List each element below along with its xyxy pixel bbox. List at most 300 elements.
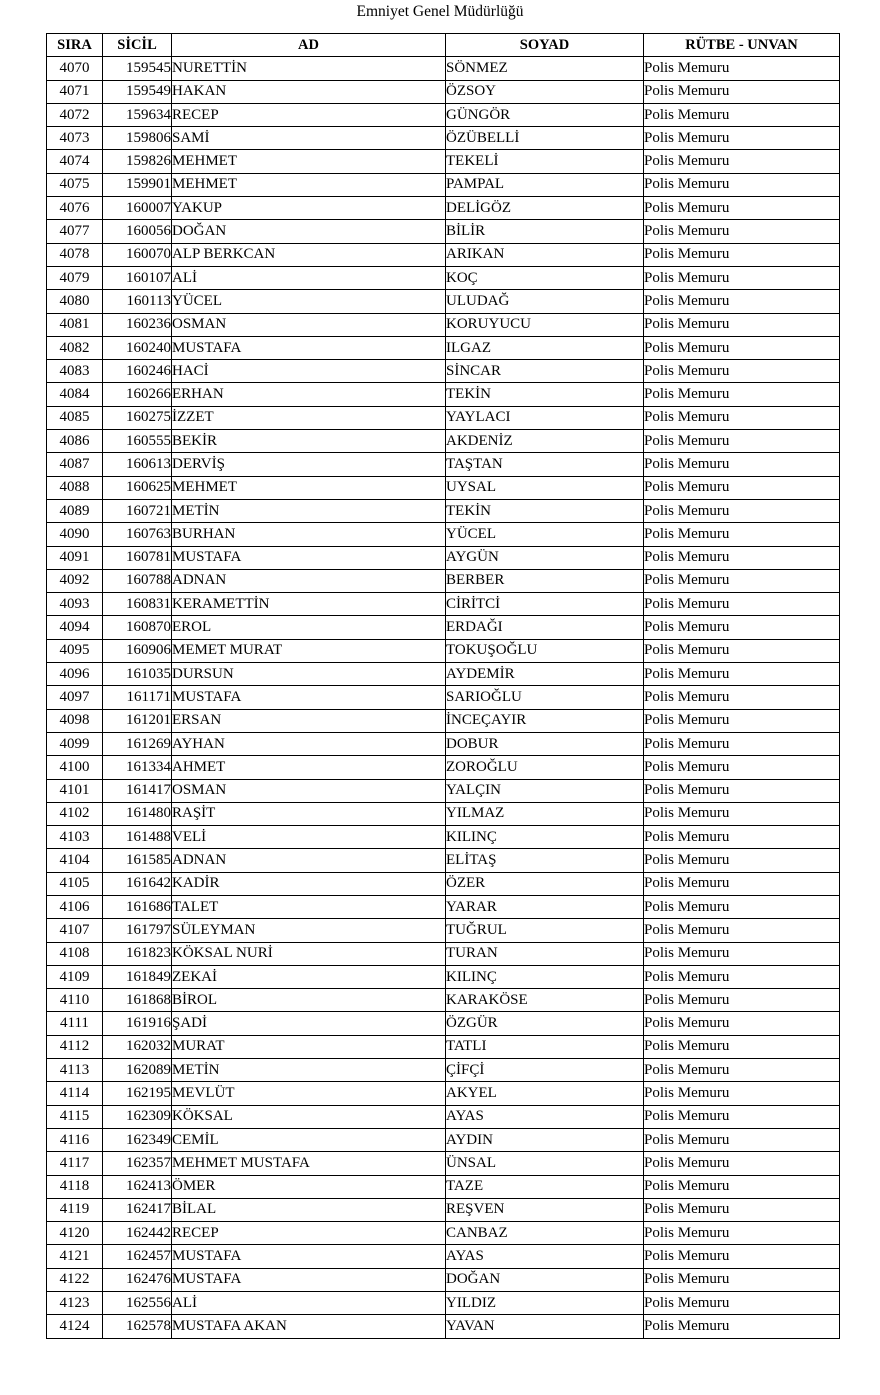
soyad-cell: TAŞTAN bbox=[446, 453, 644, 476]
sira-cell: 4106 bbox=[47, 895, 103, 918]
rutbe-unvan-cell: Polis Memuru bbox=[644, 1292, 840, 1315]
soyad-cell: TUĞRUL bbox=[446, 919, 644, 942]
rutbe-unvan-cell: Polis Memuru bbox=[644, 103, 840, 126]
soyad-cell: DOBUR bbox=[446, 732, 644, 755]
sira-cell: 4101 bbox=[47, 779, 103, 802]
ad-cell: KÖKSAL NURİ bbox=[172, 942, 446, 965]
sicil-cell: 160070 bbox=[103, 243, 172, 266]
sicil-cell: 160275 bbox=[103, 406, 172, 429]
soyad-cell: ARIKAN bbox=[446, 243, 644, 266]
rutbe-unvan-cell: Polis Memuru bbox=[644, 173, 840, 196]
soyad-cell: AYGÜN bbox=[446, 546, 644, 569]
table-row bbox=[47, 732, 840, 755]
soyad-cell: İNCEÇAYIR bbox=[446, 709, 644, 732]
table-row bbox=[47, 616, 840, 639]
sira-cell: 4071 bbox=[47, 80, 103, 103]
soyad-cell: ÜNSAL bbox=[446, 1152, 644, 1175]
sicil-cell: 160625 bbox=[103, 476, 172, 499]
sicil-cell: 161797 bbox=[103, 919, 172, 942]
sira-cell: 4081 bbox=[47, 313, 103, 336]
sicil-cell: 161035 bbox=[103, 663, 172, 686]
sicil-cell: 160788 bbox=[103, 569, 172, 592]
sicil-cell: 161334 bbox=[103, 756, 172, 779]
sira-cell: 4116 bbox=[47, 1128, 103, 1151]
ad-cell: MEHMET bbox=[172, 150, 446, 173]
sira-cell: 4114 bbox=[47, 1082, 103, 1105]
sicil-cell: 159634 bbox=[103, 103, 172, 126]
soyad-cell: TAZE bbox=[446, 1175, 644, 1198]
ad-cell: METİN bbox=[172, 499, 446, 522]
ad-cell: AYHAN bbox=[172, 732, 446, 755]
table-row bbox=[47, 336, 840, 359]
rutbe-unvan-cell: Polis Memuru bbox=[644, 663, 840, 686]
rutbe-unvan-cell: Polis Memuru bbox=[644, 732, 840, 755]
soyad-cell: KILINÇ bbox=[446, 965, 644, 988]
rutbe-unvan-cell: Polis Memuru bbox=[644, 336, 840, 359]
soyad-cell: YÜCEL bbox=[446, 523, 644, 546]
ad-cell: RECEP bbox=[172, 103, 446, 126]
ad-cell: YAKUP bbox=[172, 197, 446, 220]
table-row bbox=[47, 523, 840, 546]
soyad-cell: KILINÇ bbox=[446, 826, 644, 849]
ad-cell: ALİ bbox=[172, 266, 446, 289]
soyad-cell: ERDAĞI bbox=[446, 616, 644, 639]
sira-cell: 4073 bbox=[47, 127, 103, 150]
rutbe-unvan-cell: Polis Memuru bbox=[644, 1012, 840, 1035]
sira-cell: 4088 bbox=[47, 476, 103, 499]
sicil-cell: 160613 bbox=[103, 453, 172, 476]
soyad-cell: ÖZSOY bbox=[446, 80, 644, 103]
rutbe-unvan-cell: Polis Memuru bbox=[644, 127, 840, 150]
sicil-cell: 160831 bbox=[103, 593, 172, 616]
sira-cell: 4123 bbox=[47, 1292, 103, 1315]
table-row bbox=[47, 965, 840, 988]
rutbe-unvan-cell: Polis Memuru bbox=[644, 383, 840, 406]
sicil-cell: 159549 bbox=[103, 80, 172, 103]
rutbe-unvan-cell: Polis Memuru bbox=[644, 80, 840, 103]
rutbe-unvan-cell: Polis Memuru bbox=[644, 1222, 840, 1245]
table-row bbox=[47, 1198, 840, 1221]
rutbe-unvan-cell: Polis Memuru bbox=[644, 616, 840, 639]
ad-cell: MUSTAFA bbox=[172, 1245, 446, 1268]
sira-cell: 4098 bbox=[47, 709, 103, 732]
table-row bbox=[47, 173, 840, 196]
sira-cell: 4087 bbox=[47, 453, 103, 476]
ad-cell: MUSTAFA bbox=[172, 1268, 446, 1291]
table-row bbox=[47, 499, 840, 522]
ad-cell: METİN bbox=[172, 1059, 446, 1082]
rutbe-unvan-cell: Polis Memuru bbox=[644, 919, 840, 942]
soyad-cell: AYDEMİR bbox=[446, 663, 644, 686]
ad-cell: MUSTAFA bbox=[172, 546, 446, 569]
table-row bbox=[47, 476, 840, 499]
sira-cell: 4072 bbox=[47, 103, 103, 126]
soyad-cell: YARAR bbox=[446, 895, 644, 918]
sira-cell: 4092 bbox=[47, 569, 103, 592]
ad-cell: ŞADİ bbox=[172, 1012, 446, 1035]
ad-cell: MURAT bbox=[172, 1035, 446, 1058]
sira-cell: 4074 bbox=[47, 150, 103, 173]
table-row bbox=[47, 826, 840, 849]
sicil-cell: 160781 bbox=[103, 546, 172, 569]
sicil-cell: 160007 bbox=[103, 197, 172, 220]
rutbe-unvan-cell: Polis Memuru bbox=[644, 313, 840, 336]
sicil-cell: 162556 bbox=[103, 1292, 172, 1315]
soyad-cell: KOÇ bbox=[446, 266, 644, 289]
soyad-cell: KARAKÖSE bbox=[446, 989, 644, 1012]
table-row bbox=[47, 1012, 840, 1035]
rutbe-unvan-cell: Polis Memuru bbox=[644, 849, 840, 872]
soyad-cell: BERBER bbox=[446, 569, 644, 592]
sira-cell: 4083 bbox=[47, 360, 103, 383]
rutbe-unvan-cell: Polis Memuru bbox=[644, 802, 840, 825]
soyad-cell: CANBAZ bbox=[446, 1222, 644, 1245]
ad-cell: DURSUN bbox=[172, 663, 446, 686]
sira-cell: 4082 bbox=[47, 336, 103, 359]
sira-cell: 4086 bbox=[47, 430, 103, 453]
ad-cell: DERVİŞ bbox=[172, 453, 446, 476]
ad-cell: ADNAN bbox=[172, 849, 446, 872]
sira-cell: 4104 bbox=[47, 849, 103, 872]
sicil-cell: 159545 bbox=[103, 57, 172, 80]
table-row bbox=[47, 103, 840, 126]
sicil-cell: 161488 bbox=[103, 826, 172, 849]
table-row bbox=[47, 290, 840, 313]
ad-cell: ALİ bbox=[172, 1292, 446, 1315]
ad-cell: ZEKAİ bbox=[172, 965, 446, 988]
ad-cell: SÜLEYMAN bbox=[172, 919, 446, 942]
sira-cell: 4124 bbox=[47, 1315, 103, 1338]
sicil-cell: 160246 bbox=[103, 360, 172, 383]
sicil-cell: 160240 bbox=[103, 336, 172, 359]
sira-cell: 4119 bbox=[47, 1198, 103, 1221]
sicil-cell: 162195 bbox=[103, 1082, 172, 1105]
rutbe-unvan-cell: Polis Memuru bbox=[644, 406, 840, 429]
soyad-cell: ULUDAĞ bbox=[446, 290, 644, 313]
rutbe-unvan-cell: Polis Memuru bbox=[644, 546, 840, 569]
table-row bbox=[47, 360, 840, 383]
table-row bbox=[47, 1082, 840, 1105]
soyad-cell: SİNCAR bbox=[446, 360, 644, 383]
sicil-cell: 160555 bbox=[103, 430, 172, 453]
soyad-cell: AYAS bbox=[446, 1245, 644, 1268]
sicil-cell: 161480 bbox=[103, 802, 172, 825]
ad-cell: RAŞİT bbox=[172, 802, 446, 825]
sira-cell: 4100 bbox=[47, 756, 103, 779]
soyad-cell: TURAN bbox=[446, 942, 644, 965]
soyad-cell: GÜNGÖR bbox=[446, 103, 644, 126]
table-row bbox=[47, 709, 840, 732]
sicil-cell: 161417 bbox=[103, 779, 172, 802]
sicil-cell: 160107 bbox=[103, 266, 172, 289]
sicil-cell: 162578 bbox=[103, 1315, 172, 1338]
sira-cell: 4099 bbox=[47, 732, 103, 755]
table-row bbox=[47, 686, 840, 709]
ad-cell: KÖKSAL bbox=[172, 1105, 446, 1128]
soyad-cell: ILGAZ bbox=[446, 336, 644, 359]
table-row bbox=[47, 1059, 840, 1082]
table-row bbox=[47, 1128, 840, 1151]
sira-cell: 4095 bbox=[47, 639, 103, 662]
table-row bbox=[47, 313, 840, 336]
soyad-cell: YILDIZ bbox=[446, 1292, 644, 1315]
table-row bbox=[47, 895, 840, 918]
sira-cell: 4079 bbox=[47, 266, 103, 289]
rutbe-unvan-cell: Polis Memuru bbox=[644, 197, 840, 220]
ad-cell: MEMET MURAT bbox=[172, 639, 446, 662]
rutbe-unvan-cell: Polis Memuru bbox=[644, 756, 840, 779]
soyad-cell: ÖZER bbox=[446, 872, 644, 895]
sicil-cell: 162349 bbox=[103, 1128, 172, 1151]
sira-cell: 4103 bbox=[47, 826, 103, 849]
sira-cell: 4109 bbox=[47, 965, 103, 988]
soyad-cell: AKDENİZ bbox=[446, 430, 644, 453]
sicil-cell: 159901 bbox=[103, 173, 172, 196]
soyad-cell: YAVAN bbox=[446, 1315, 644, 1338]
rutbe-unvan-cell: Polis Memuru bbox=[644, 895, 840, 918]
table-row bbox=[47, 80, 840, 103]
rutbe-unvan-cell: Polis Memuru bbox=[644, 1059, 840, 1082]
ad-cell: BİLAL bbox=[172, 1198, 446, 1221]
sicil-cell: 160266 bbox=[103, 383, 172, 406]
sicil-cell: 161686 bbox=[103, 895, 172, 918]
soyad-cell: TOKUŞOĞLU bbox=[446, 639, 644, 662]
rutbe-unvan-cell: Polis Memuru bbox=[644, 243, 840, 266]
rutbe-unvan-cell: Polis Memuru bbox=[644, 569, 840, 592]
sicil-cell: 160721 bbox=[103, 499, 172, 522]
rutbe-unvan-cell: Polis Memuru bbox=[644, 1315, 840, 1338]
rutbe-unvan-cell: Polis Memuru bbox=[644, 779, 840, 802]
ad-cell: YÜCEL bbox=[172, 290, 446, 313]
ad-cell: İZZET bbox=[172, 406, 446, 429]
rutbe-unvan-cell: Polis Memuru bbox=[644, 57, 840, 80]
table-body bbox=[47, 57, 840, 1338]
rutbe-unvan-cell: Polis Memuru bbox=[644, 965, 840, 988]
table-row bbox=[47, 756, 840, 779]
ad-cell: ERSAN bbox=[172, 709, 446, 732]
column-header-rutbe-unvan: RÜTBE - UNVAN bbox=[644, 34, 840, 57]
ad-cell: VELİ bbox=[172, 826, 446, 849]
table-row bbox=[47, 1152, 840, 1175]
table-row bbox=[47, 1222, 840, 1245]
table-row bbox=[47, 127, 840, 150]
ad-cell: OSMAN bbox=[172, 313, 446, 336]
soyad-cell: ÖZÜBELLİ bbox=[446, 127, 644, 150]
sicil-cell: 162476 bbox=[103, 1268, 172, 1291]
table-row bbox=[47, 197, 840, 220]
sicil-cell: 160236 bbox=[103, 313, 172, 336]
sicil-cell: 161868 bbox=[103, 989, 172, 1012]
column-header-sira: SIRA bbox=[47, 34, 103, 57]
ad-cell: HACİ bbox=[172, 360, 446, 383]
table-row bbox=[47, 243, 840, 266]
sira-cell: 4111 bbox=[47, 1012, 103, 1035]
column-header-soyad: SOYAD bbox=[446, 34, 644, 57]
sicil-cell: 162417 bbox=[103, 1198, 172, 1221]
sicil-cell: 161171 bbox=[103, 686, 172, 709]
sira-cell: 4121 bbox=[47, 1245, 103, 1268]
rutbe-unvan-cell: Polis Memuru bbox=[644, 989, 840, 1012]
header-row bbox=[47, 34, 840, 57]
table-row bbox=[47, 919, 840, 942]
table-row bbox=[47, 1175, 840, 1198]
rutbe-unvan-cell: Polis Memuru bbox=[644, 1198, 840, 1221]
sira-cell: 4107 bbox=[47, 919, 103, 942]
sicil-cell: 162309 bbox=[103, 1105, 172, 1128]
rutbe-unvan-cell: Polis Memuru bbox=[644, 1035, 840, 1058]
ad-cell: BEKİR bbox=[172, 430, 446, 453]
ad-cell: CEMİL bbox=[172, 1128, 446, 1151]
ad-cell: ADNAN bbox=[172, 569, 446, 592]
sicil-cell: 162032 bbox=[103, 1035, 172, 1058]
rutbe-unvan-cell: Polis Memuru bbox=[644, 942, 840, 965]
rutbe-unvan-cell: Polis Memuru bbox=[644, 266, 840, 289]
ad-cell: OSMAN bbox=[172, 779, 446, 802]
ad-cell: SAMİ bbox=[172, 127, 446, 150]
sira-cell: 4080 bbox=[47, 290, 103, 313]
table-row bbox=[47, 639, 840, 662]
sira-cell: 4075 bbox=[47, 173, 103, 196]
soyad-cell: BİLİR bbox=[446, 220, 644, 243]
ad-cell: AHMET bbox=[172, 756, 446, 779]
sira-cell: 4112 bbox=[47, 1035, 103, 1058]
rutbe-unvan-cell: Polis Memuru bbox=[644, 476, 840, 499]
personnel-table bbox=[46, 33, 840, 1339]
sira-cell: 4122 bbox=[47, 1268, 103, 1291]
soyad-cell: AKYEL bbox=[446, 1082, 644, 1105]
rutbe-unvan-cell: Polis Memuru bbox=[644, 709, 840, 732]
sicil-cell: 160113 bbox=[103, 290, 172, 313]
ad-cell: ALP BERKCAN bbox=[172, 243, 446, 266]
soyad-cell: ÇİFÇİ bbox=[446, 1059, 644, 1082]
table-row bbox=[47, 942, 840, 965]
sicil-cell: 160056 bbox=[103, 220, 172, 243]
table-row bbox=[47, 383, 840, 406]
ad-cell: HAKAN bbox=[172, 80, 446, 103]
ad-cell: KADİR bbox=[172, 872, 446, 895]
ad-cell: KERAMETTİN bbox=[172, 593, 446, 616]
rutbe-unvan-cell: Polis Memuru bbox=[644, 150, 840, 173]
sira-cell: 4097 bbox=[47, 686, 103, 709]
sira-cell: 4115 bbox=[47, 1105, 103, 1128]
sicil-cell: 162089 bbox=[103, 1059, 172, 1082]
rutbe-unvan-cell: Polis Memuru bbox=[644, 1245, 840, 1268]
ad-cell: DOĞAN bbox=[172, 220, 446, 243]
ad-cell: NURETTİN bbox=[172, 57, 446, 80]
sira-cell: 4102 bbox=[47, 802, 103, 825]
sicil-cell: 161849 bbox=[103, 965, 172, 988]
sicil-cell: 161823 bbox=[103, 942, 172, 965]
sira-cell: 4085 bbox=[47, 406, 103, 429]
sicil-cell: 159806 bbox=[103, 127, 172, 150]
sira-cell: 4084 bbox=[47, 383, 103, 406]
sicil-cell: 162413 bbox=[103, 1175, 172, 1198]
sicil-cell: 162357 bbox=[103, 1152, 172, 1175]
table-row bbox=[47, 1245, 840, 1268]
column-header-ad: AD bbox=[172, 34, 446, 57]
sira-cell: 4090 bbox=[47, 523, 103, 546]
table-row bbox=[47, 779, 840, 802]
soyad-cell: TEKİN bbox=[446, 499, 644, 522]
sicil-cell: 159826 bbox=[103, 150, 172, 173]
soyad-cell: TATLI bbox=[446, 1035, 644, 1058]
rutbe-unvan-cell: Polis Memuru bbox=[644, 499, 840, 522]
sicil-cell: 162457 bbox=[103, 1245, 172, 1268]
column-header-sicil: SİCİL bbox=[103, 34, 172, 57]
sira-cell: 4118 bbox=[47, 1175, 103, 1198]
rutbe-unvan-cell: Polis Memuru bbox=[644, 872, 840, 895]
soyad-cell: REŞVEN bbox=[446, 1198, 644, 1221]
ad-cell: MUSTAFA bbox=[172, 336, 446, 359]
sicil-cell: 161916 bbox=[103, 1012, 172, 1035]
table-row bbox=[47, 266, 840, 289]
rutbe-unvan-cell: Polis Memuru bbox=[644, 1105, 840, 1128]
table-row bbox=[47, 57, 840, 80]
sira-cell: 4108 bbox=[47, 942, 103, 965]
table-row bbox=[47, 849, 840, 872]
sira-cell: 4117 bbox=[47, 1152, 103, 1175]
soyad-cell: TEKİN bbox=[446, 383, 644, 406]
soyad-cell: TEKELİ bbox=[446, 150, 644, 173]
rutbe-unvan-cell: Polis Memuru bbox=[644, 1128, 840, 1151]
ad-cell: MUSTAFA bbox=[172, 686, 446, 709]
sira-cell: 4089 bbox=[47, 499, 103, 522]
table-row bbox=[47, 569, 840, 592]
rutbe-unvan-cell: Polis Memuru bbox=[644, 1082, 840, 1105]
rutbe-unvan-cell: Polis Memuru bbox=[644, 686, 840, 709]
sira-cell: 4076 bbox=[47, 197, 103, 220]
table-row bbox=[47, 593, 840, 616]
ad-cell: TALET bbox=[172, 895, 446, 918]
soyad-cell: ZOROĞLU bbox=[446, 756, 644, 779]
ad-cell: MUSTAFA AKAN bbox=[172, 1315, 446, 1338]
rutbe-unvan-cell: Polis Memuru bbox=[644, 453, 840, 476]
ad-cell: MEHMET MUSTAFA bbox=[172, 1152, 446, 1175]
ad-cell: EROL bbox=[172, 616, 446, 639]
page-title: Emniyet Genel Müdürlüğü bbox=[356, 3, 524, 20]
soyad-cell: PAMPAL bbox=[446, 173, 644, 196]
rutbe-unvan-cell: Polis Memuru bbox=[644, 1268, 840, 1291]
table-row bbox=[47, 663, 840, 686]
soyad-cell: YILMAZ bbox=[446, 802, 644, 825]
table-row bbox=[47, 802, 840, 825]
sira-cell: 4077 bbox=[47, 220, 103, 243]
soyad-cell: AYAS bbox=[446, 1105, 644, 1128]
sicil-cell: 161201 bbox=[103, 709, 172, 732]
ad-cell: MEHMET bbox=[172, 476, 446, 499]
sira-cell: 4105 bbox=[47, 872, 103, 895]
soyad-cell: SÖNMEZ bbox=[446, 57, 644, 80]
soyad-cell: DOĞAN bbox=[446, 1268, 644, 1291]
rutbe-unvan-cell: Polis Memuru bbox=[644, 290, 840, 313]
ad-cell: MEHMET bbox=[172, 173, 446, 196]
table-row bbox=[47, 406, 840, 429]
soyad-cell: AYDIN bbox=[446, 1128, 644, 1151]
sicil-cell: 160763 bbox=[103, 523, 172, 546]
table-row bbox=[47, 989, 840, 1012]
rutbe-unvan-cell: Polis Memuru bbox=[644, 360, 840, 383]
table-row bbox=[47, 1035, 840, 1058]
sicil-cell: 160906 bbox=[103, 639, 172, 662]
rutbe-unvan-cell: Polis Memuru bbox=[644, 1152, 840, 1175]
table-header bbox=[47, 34, 840, 57]
soyad-cell: SARIOĞLU bbox=[446, 686, 644, 709]
soyad-cell: CİRİTCİ bbox=[446, 593, 644, 616]
sicil-cell: 161585 bbox=[103, 849, 172, 872]
table-row bbox=[47, 872, 840, 895]
soyad-cell: ELİTAŞ bbox=[446, 849, 644, 872]
rutbe-unvan-cell: Polis Memuru bbox=[644, 593, 840, 616]
